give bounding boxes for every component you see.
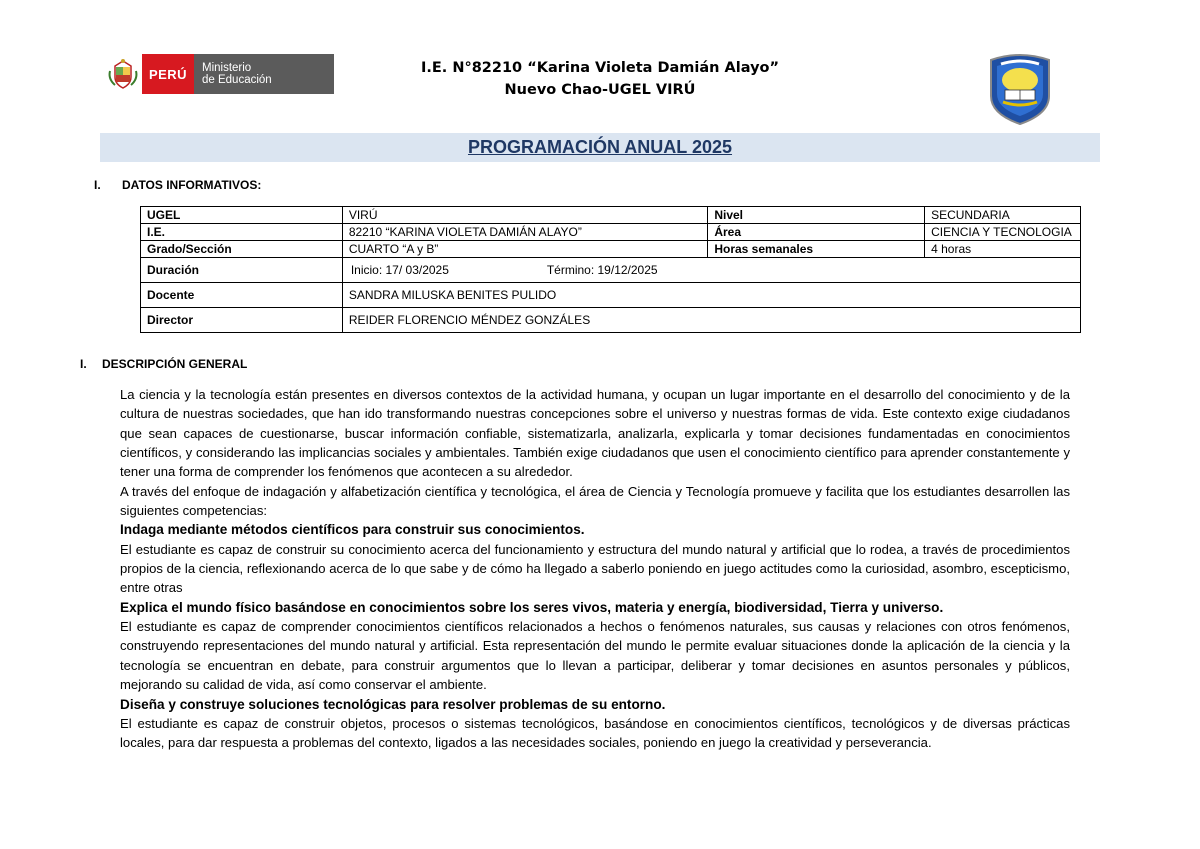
paragraph: El estudiante es capaz de construir objetos, procesos o sistemas tecnológicos, basándose en conocimientos científicos, tecnológicos y de diversas prácticas locales, para dar respuesta a problemas del contexto, ligados a las necesidades sociales, poniendo en juego la creatividad y perseverancia. xyxy=(120,715,1070,751)
paragraph: El estudiante es capaz de construir su conocimiento acerca del funcionamiento y estructura del mundo natural y artificial que lo rodea, a través de procedimientos propios de la ciencia, reflexionando acerca de lo que sabe y de cómo ha llegado a saberlo poniendo en juego actitudes como la curiosidad, asombro, escepticismo, entre otras xyxy=(120,541,1070,596)
table-key: Nivel xyxy=(708,207,925,224)
paragraph: El estudiante es capaz de comprender conocimientos científicos relacionados a hechos o fenómenos naturales, sus causas y relaciones con otros fenómenos, construyendo representaciones del mundo natural y artificial. Esta representación del mundo le permite evaluar situaciones donde la aplicación de la ciencia y la tecnología se encuentran en debate, para construir argumentos que lo llevan a participar, deliberar y tomar decisiones en asuntos personales y públicos, mejorando su calidad de vida, así como conservar el ambiente. xyxy=(120,619,1070,693)
start-date: Inicio: 17/ 03/2025 xyxy=(350,263,449,277)
ministry-line1: Ministerio xyxy=(202,62,252,74)
school-name: I.E. N°82210 “Karina Violeta Damián Alayo” xyxy=(420,60,780,76)
table-key: Docente xyxy=(141,283,343,308)
description-body xyxy=(120,385,1070,753)
school-location: Nuevo Chao-UGEL VIRÚ xyxy=(504,82,696,98)
peru-coat-of-arms-icon xyxy=(104,54,142,94)
competency-title: Indaga mediante métodos científicos para construir sus conocimientos. xyxy=(120,522,585,538)
table-row xyxy=(141,224,1081,241)
table-key: UGEL xyxy=(141,207,343,224)
info-table xyxy=(140,206,1081,333)
table-row xyxy=(141,258,1081,283)
section-number: I. xyxy=(80,357,87,371)
table-key: Duración xyxy=(141,258,343,283)
table-value: 82210 “KARINA VIOLETA DAMIÁN ALAYO” xyxy=(342,224,708,241)
table-row xyxy=(141,283,1081,308)
ministry-line2: de Educación xyxy=(202,74,272,86)
table-value xyxy=(342,258,1080,283)
table-key: Horas semanales xyxy=(708,241,925,258)
table-row xyxy=(141,207,1081,224)
table-row xyxy=(141,308,1081,333)
section-heading-descripcion xyxy=(80,357,247,371)
peru-label: PERÚ xyxy=(142,54,194,94)
table-value: SECUNDARIA xyxy=(925,207,1081,224)
table-key: Área xyxy=(708,224,925,241)
table-value: 4 horas xyxy=(925,241,1081,258)
competency-title: Diseña y construye soluciones tecnológicas para resolver problemas de su entorno. xyxy=(120,696,666,712)
section-label: DESCRIPCIÓN GENERAL xyxy=(102,357,248,371)
school-crest-icon xyxy=(983,50,1057,126)
competency-title: Explica el mundo físico basándose en conocimientos sobre los seres vivos, materia y energía, biodiversidad, Tierra y universo. xyxy=(120,599,944,615)
section-number: I. xyxy=(94,178,101,192)
paragraph: La ciencia y la tecnología están presentes en diversos contextos de la actividad humana, y ocupan un lugar importante en el desarrollo del conocimiento y de la cultura de nuestras sociedades, que han ido transformando nuestras concepciones sobre el universo y nuestras formas de vida. Este contexto exige ciudadanos que sean capaces de cuestionarse, buscar información confiable, sistematizarla, analizarla, explicarla y tomar decisiones fundamentadas en conocimientos científicos, y considerando las implicancias sociales y ambientales. También exige ciudadanos que usen el conocimiento científico para aprender constantemente y tener una forma de comprender los fenómenos que acontecen a su alrededor. xyxy=(120,387,1070,480)
section-heading-datos xyxy=(94,178,261,192)
table-row xyxy=(141,241,1081,258)
page-title: PROGRAMACIÓN ANUAL 2025 xyxy=(467,137,733,157)
table-value: CIENCIA Y TECNOLOGIA xyxy=(925,224,1081,241)
end-date: Término: 19/12/2025 xyxy=(546,263,658,277)
table-value: REIDER FLORENCIO MÉNDEZ GONZÁLES xyxy=(342,308,1080,333)
table-value: CUARTO “A y B” xyxy=(342,241,708,258)
table-value: VIRÚ xyxy=(342,207,708,224)
table-key: Grado/Sección xyxy=(141,241,343,258)
section-label: DATOS INFORMATIVOS: xyxy=(122,178,262,192)
table-value: SANDRA MILUSKA BENITES PULIDO xyxy=(342,283,1080,308)
table-key: Director xyxy=(141,308,343,333)
paragraph: A través del enfoque de indagación y alfabetización científica y tecnológica, el área de Ciencia y Tecnología promueve y facilita que los estudiantes desarrollen las siguientes competencias: xyxy=(120,483,1070,519)
table-key: I.E. xyxy=(141,224,343,241)
